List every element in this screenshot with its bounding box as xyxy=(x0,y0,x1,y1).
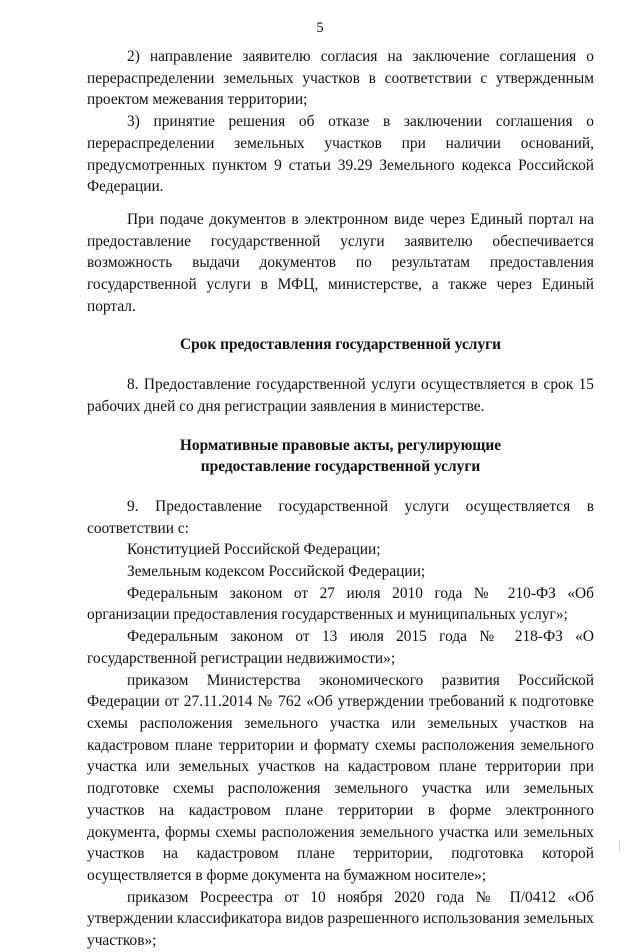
paragraph-electronic-submission: При подаче документов в электронном виде через Единый портал на предоставление государственной услуги заявителю обеспечивается возможность выдачи документов по результатам предоставления государственной услуги в МФЦ, министерстве, а также через Единый портал. xyxy=(87,210,594,315)
paragraph-9: 9. Предоставление государственной услуги осуществляется в соответствии с: xyxy=(87,497,594,537)
paragraph-item-2: 2) направление заявителю согласия на заключение соглашения о перераспределении земельных участков в соответствии с утвержденным проектом межевания территории; xyxy=(87,48,594,109)
paragraph-8: 8. Предоставление государственной услуги осуществляется в срок 15 рабочих дней со дня регистрации заявления в министерстве. xyxy=(87,376,594,415)
list-item-constitution: Конституцией Российской Федерации; xyxy=(127,541,381,559)
list-item-law-210: Федеральным законом от 27 июля 2010 года № 210-ФЗ «Об организации предоставления государственных и муниципальных услуг»; xyxy=(87,584,594,624)
list-item-order-p0412: приказом Росреестра от 10 ноября 2020 года № П/0412 «Об утверждении классификатора видов разрешенного использования земельных участков»; xyxy=(87,888,594,950)
scan-artifact xyxy=(619,840,620,852)
heading-service-term: Срок предоставления государственной услуги xyxy=(180,336,501,354)
list-item-order-762: приказом Министерства экономического развития Российской Федерации от 27.11.2014 № 762 «Об утверждении требований к подготовке схемы расположения земельного участка или земельных участков на кадастровом плане территории и формату схемы расположения земельного участка или земельных участков на кадастровом плане территории при подготовке схемы расположения земельного участка или земельных участков на кадастровом плане территории в форме электронного документа, формы схемы расположения земельного участка или земельных участков на кадастровом плане территории, подготовка которой осуществляется в форме документа на бумажном носителе»; xyxy=(87,671,594,884)
list-item-law-218: Федеральным законом от 13 июля 2015 года № 218-ФЗ «О государственной регистрации недвижимости»; xyxy=(87,628,594,667)
page-number: 5 xyxy=(316,20,324,36)
list-item-land-code: Земельным кодексом Российской Федерации; xyxy=(127,563,426,581)
document-body xyxy=(87,46,594,952)
heading-legal-acts-line2: предоставление государственной услуги xyxy=(200,458,481,476)
heading-legal-acts xyxy=(87,435,594,478)
paragraph-item-3: 3) принятие решения об отказе в заключении соглашения о перераспределении земельных участков при наличии оснований, предусмотренных пунктом 9 статьи 39.29 Земельного кодекса Российской Федерации. xyxy=(87,113,594,196)
heading-legal-acts-line1: Нормативные правовые акты, регулирующие xyxy=(179,436,502,454)
